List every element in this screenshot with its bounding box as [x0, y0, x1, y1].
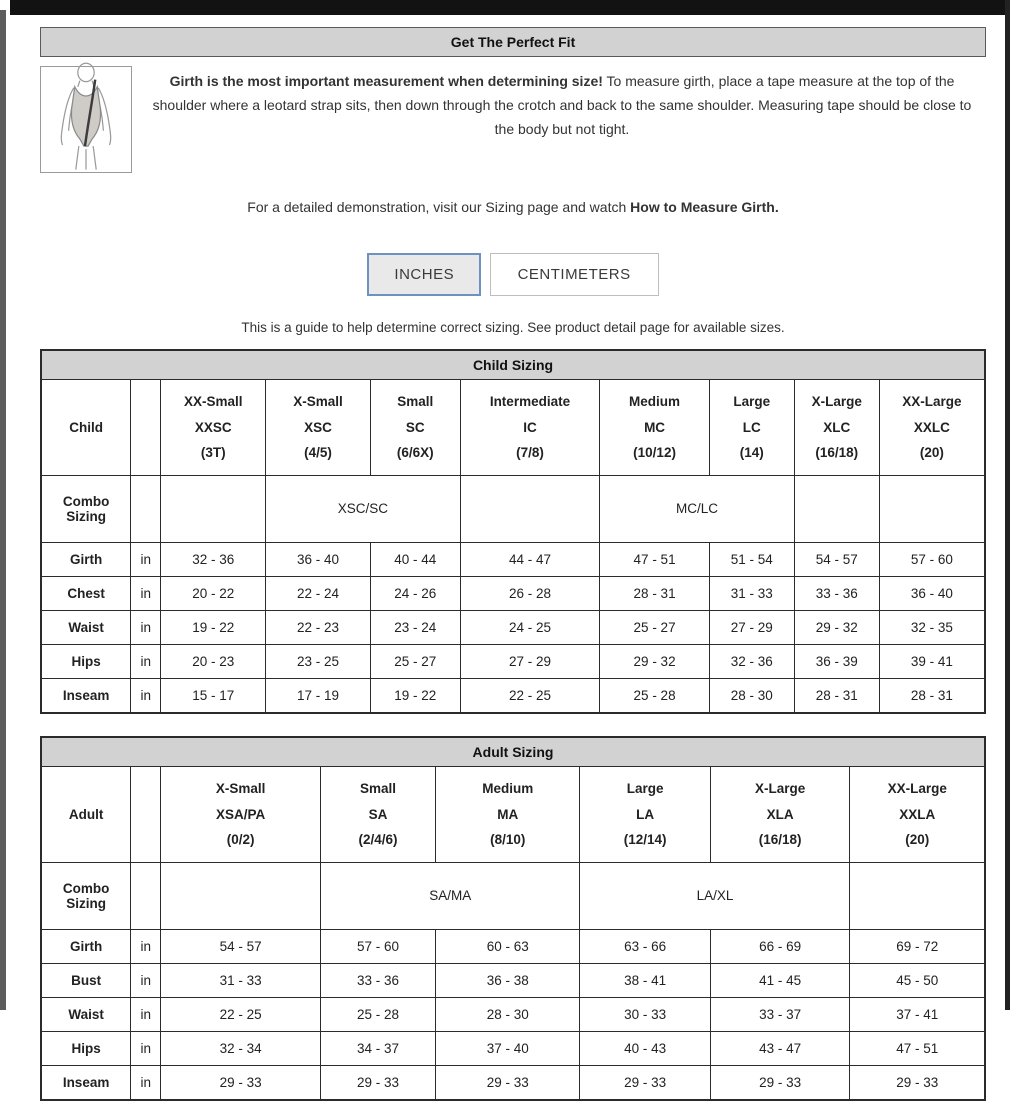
measurement-value: 27 - 29 [709, 610, 794, 644]
measurement-value: 23 - 25 [266, 644, 371, 678]
sizing-guide-page [40, 27, 986, 1101]
combo-sizing-label: Combo Sizing [41, 475, 131, 542]
demo-line-prefix: For a detailed demonstration, visit our Sizing page and watch [247, 199, 631, 215]
size-sizes: (7/8) [516, 445, 544, 461]
column-header-row [41, 380, 985, 476]
size-name: X-Large [754, 780, 806, 796]
measurement-value: 36 - 38 [436, 963, 580, 997]
measurement-label: Waist [41, 997, 131, 1031]
measurement-value: 33 - 36 [320, 963, 435, 997]
size-code: SC [405, 419, 425, 435]
size-sizes: (20) [905, 832, 930, 848]
measurement-unit: in [131, 1065, 161, 1100]
size-code: XXSC [194, 419, 232, 435]
size-column-header [436, 766, 580, 862]
measurement-value: 57 - 60 [320, 929, 435, 963]
size-code: IC [523, 419, 537, 435]
unit-column-header [131, 766, 161, 862]
girth-instructions-rest: To measure girth, place a tape measure at the top of the shoulder where a leotard strap sits, then down through the crotch and back to the same shoulder. Measuring tape should be close to the body but not tight. [152, 73, 972, 137]
measurement-value: 25 - 27 [370, 644, 460, 678]
child-sizing-table [40, 349, 986, 714]
guide-note: This is a guide to help determine correct sizing. See product detail page for available sizes. [241, 320, 785, 335]
measurement-row-waist [41, 997, 985, 1031]
size-sizes: (20) [919, 445, 944, 461]
frame-top-strip [10, 0, 1010, 15]
measurement-value: 66 - 69 [710, 929, 850, 963]
measurement-value: 33 - 36 [794, 576, 879, 610]
size-column-header [850, 766, 985, 862]
measurement-value: 32 - 36 [161, 542, 266, 576]
measurement-value: 28 - 31 [600, 576, 710, 610]
measurement-value: 31 - 33 [709, 576, 794, 610]
measurement-value: 37 - 41 [850, 997, 985, 1031]
measurement-value: 28 - 30 [436, 997, 580, 1031]
size-sizes: (2/4/6) [358, 832, 398, 848]
size-column-header [266, 380, 371, 476]
size-column-header [320, 766, 435, 862]
size-column-header [710, 766, 850, 862]
row-group-label: Child [41, 380, 131, 476]
measurement-value: 51 - 54 [709, 542, 794, 576]
combo-unit-cell [131, 862, 161, 929]
measurement-value: 25 - 27 [600, 610, 710, 644]
size-sizes: (12/14) [623, 832, 667, 848]
measurement-value: 29 - 33 [436, 1065, 580, 1100]
measurement-label: Waist [41, 610, 131, 644]
measurement-value: 32 - 35 [879, 610, 985, 644]
measurement-row-girth [41, 542, 985, 576]
measurement-value: 28 - 31 [879, 678, 985, 713]
row-group-label: Adult [41, 766, 131, 862]
combo-group: LA/XL [580, 862, 850, 929]
measurement-row-bust [41, 963, 985, 997]
size-name: XX-Large [902, 394, 962, 409]
measurement-unit: in [131, 678, 161, 713]
measurement-value: 44 - 47 [460, 542, 600, 576]
measurement-label: Inseam [41, 678, 131, 713]
combo-sizing-row [41, 475, 985, 542]
combo-group-empty [460, 475, 600, 542]
size-code: MA [497, 806, 519, 822]
measurement-value: 47 - 51 [850, 1031, 985, 1065]
combo-group: MC/LC [600, 475, 794, 542]
measurement-value: 47 - 51 [600, 542, 710, 576]
measurement-value: 39 - 41 [879, 644, 985, 678]
measurement-value: 22 - 25 [460, 678, 600, 713]
size-column-header [460, 380, 600, 476]
measurement-value: 36 - 40 [879, 576, 985, 610]
measurement-value: 43 - 47 [710, 1031, 850, 1065]
measurement-value: 31 - 33 [161, 963, 321, 997]
measurement-value: 20 - 23 [161, 644, 266, 678]
measurement-value: 20 - 22 [161, 576, 266, 610]
measurement-value: 54 - 57 [161, 929, 321, 963]
size-column-header [600, 380, 710, 476]
size-name: X-Small [293, 394, 343, 409]
combo-sizing-label: Combo Sizing [41, 862, 131, 929]
measurement-row-hips [41, 1031, 985, 1065]
size-code: XSA/PA [216, 806, 266, 822]
measurement-unit: in [131, 644, 161, 678]
size-name: X-Large [811, 394, 862, 409]
measurement-value: 25 - 28 [600, 678, 710, 713]
size-sizes: (14) [739, 445, 764, 461]
measurement-unit: in [131, 997, 161, 1031]
measurement-value: 19 - 22 [161, 610, 266, 644]
size-code: SA [368, 806, 388, 822]
size-column-header [709, 380, 794, 476]
measurement-row-chest [41, 576, 985, 610]
measurement-value: 24 - 26 [370, 576, 460, 610]
girth-instructions [132, 66, 986, 173]
leotard-figure-icon [41, 67, 131, 172]
measurement-value: 29 - 33 [580, 1065, 710, 1100]
combo-group-empty [879, 475, 985, 542]
size-sizes: (0/2) [226, 832, 255, 848]
size-column-header [794, 380, 879, 476]
measurement-label: Girth [41, 929, 131, 963]
size-sizes: (16/18) [815, 445, 859, 461]
measurement-value: 22 - 24 [266, 576, 371, 610]
measurement-value: 28 - 31 [794, 678, 879, 713]
size-sizes: (6/6X) [396, 445, 434, 461]
measurement-value: 34 - 37 [320, 1031, 435, 1065]
size-code: XXLC [913, 419, 950, 435]
size-name: XX-Small [184, 394, 243, 409]
combo-group: XSC/SC [266, 475, 460, 542]
frame-left-strip [0, 10, 6, 1010]
unit-toggle [40, 253, 986, 296]
size-name: Medium [482, 780, 534, 796]
measurement-value: 15 - 17 [161, 678, 266, 713]
demo-line-bold: How to Measure Girth. [630, 199, 779, 215]
measurement-unit: in [131, 610, 161, 644]
measurement-value: 29 - 33 [320, 1065, 435, 1100]
size-name: X-Small [215, 780, 266, 796]
measurement-row-inseam [41, 678, 985, 713]
measurement-label: Hips [41, 1031, 131, 1065]
measurement-label: Bust [41, 963, 131, 997]
measurement-value: 60 - 63 [436, 929, 580, 963]
measurement-value: 40 - 43 [580, 1031, 710, 1065]
size-code: MC [644, 419, 666, 435]
combo-group: SA/MA [320, 862, 580, 929]
measurement-unit: in [131, 1031, 161, 1065]
size-name: Small [359, 780, 396, 796]
size-sizes: (8/10) [490, 832, 526, 848]
measurement-value: 24 - 25 [460, 610, 600, 644]
adult-sizing-table [40, 736, 986, 1101]
measurement-unit: in [131, 576, 161, 610]
measurement-value: 32 - 36 [709, 644, 794, 678]
size-column-header [879, 380, 985, 476]
size-column-header [370, 380, 460, 476]
combo-group-empty [161, 475, 266, 542]
measurement-value: 36 - 39 [794, 644, 879, 678]
inches-button[interactable]: INCHES [367, 253, 481, 296]
centimeters-button[interactable]: CENTIMETERS [490, 253, 659, 296]
measurement-value: 22 - 23 [266, 610, 371, 644]
girth-instructions-bold: Girth is the most important measurement when determining size! [169, 73, 603, 89]
measurement-value: 32 - 34 [161, 1031, 321, 1065]
measurement-value: 27 - 29 [460, 644, 600, 678]
size-sizes: (4/5) [304, 445, 332, 461]
size-code: XLA [766, 806, 794, 822]
measurement-row-inseam [41, 1065, 985, 1100]
measurement-value: 41 - 45 [710, 963, 850, 997]
size-name: Medium [629, 394, 681, 409]
measurement-label: Inseam [41, 1065, 131, 1100]
measurement-value: 29 - 33 [850, 1065, 985, 1100]
measurement-value: 63 - 66 [580, 929, 710, 963]
size-sizes: (3T) [200, 445, 226, 461]
girth-measurement-figure [40, 66, 132, 173]
combo-group-empty [161, 862, 321, 929]
size-name: Large [733, 394, 771, 409]
combo-sizing-row [41, 862, 985, 929]
measurement-value: 22 - 25 [161, 997, 321, 1031]
measurement-value: 19 - 22 [370, 678, 460, 713]
measurement-row-waist [41, 610, 985, 644]
measurement-label: Hips [41, 644, 131, 678]
measurement-unit: in [131, 963, 161, 997]
measurement-value: 26 - 28 [460, 576, 600, 610]
measurement-label: Chest [41, 576, 131, 610]
measurement-unit: in [131, 929, 161, 963]
size-name: Large [626, 780, 664, 796]
size-name: XX-Large [887, 780, 947, 796]
combo-group-empty [850, 862, 985, 929]
measurement-value: 38 - 41 [580, 963, 710, 997]
size-sizes: (16/18) [758, 832, 802, 848]
size-name: Small [397, 394, 434, 409]
demo-line [40, 199, 986, 215]
measurement-value: 57 - 60 [879, 542, 985, 576]
measurement-label: Girth [41, 542, 131, 576]
size-column-header [580, 766, 710, 862]
measurement-value: 45 - 50 [850, 963, 985, 997]
measurement-value: 36 - 40 [266, 542, 371, 576]
size-code: XSC [304, 419, 332, 435]
measurement-value: 23 - 24 [370, 610, 460, 644]
measurement-value: 29 - 33 [161, 1065, 321, 1100]
measurement-value: 29 - 33 [710, 1065, 850, 1100]
measurement-row-hips [41, 644, 985, 678]
size-name: Intermediate [489, 394, 571, 409]
measurement-value: 29 - 32 [794, 610, 879, 644]
measurement-value: 69 - 72 [850, 929, 985, 963]
measurement-value: 28 - 30 [709, 678, 794, 713]
size-code: LC [742, 419, 761, 435]
size-code: LA [636, 806, 655, 822]
page-title: Get The Perfect Fit [40, 27, 986, 57]
measurement-value: 37 - 40 [436, 1031, 580, 1065]
intro-section [40, 66, 986, 173]
measurement-value: 25 - 28 [320, 997, 435, 1031]
table-title: Child Sizing [41, 350, 985, 380]
size-code: XXLA [899, 806, 936, 822]
measurement-value: 33 - 37 [710, 997, 850, 1031]
column-header-row [41, 766, 985, 862]
size-code: XLC [823, 419, 851, 435]
combo-unit-cell [131, 475, 161, 542]
combo-group-empty [794, 475, 879, 542]
measurement-unit: in [131, 542, 161, 576]
measurement-value: 29 - 32 [600, 644, 710, 678]
frame-right-strip [1005, 0, 1010, 1010]
size-column-header [161, 766, 321, 862]
size-sizes: (10/12) [633, 445, 676, 461]
unit-column-header [131, 380, 161, 476]
measurement-value: 17 - 19 [266, 678, 371, 713]
size-column-header [161, 380, 266, 476]
table-title: Adult Sizing [41, 737, 985, 767]
measurement-value: 54 - 57 [794, 542, 879, 576]
measurement-value: 30 - 33 [580, 997, 710, 1031]
measurement-row-girth [41, 929, 985, 963]
measurement-value: 40 - 44 [370, 542, 460, 576]
